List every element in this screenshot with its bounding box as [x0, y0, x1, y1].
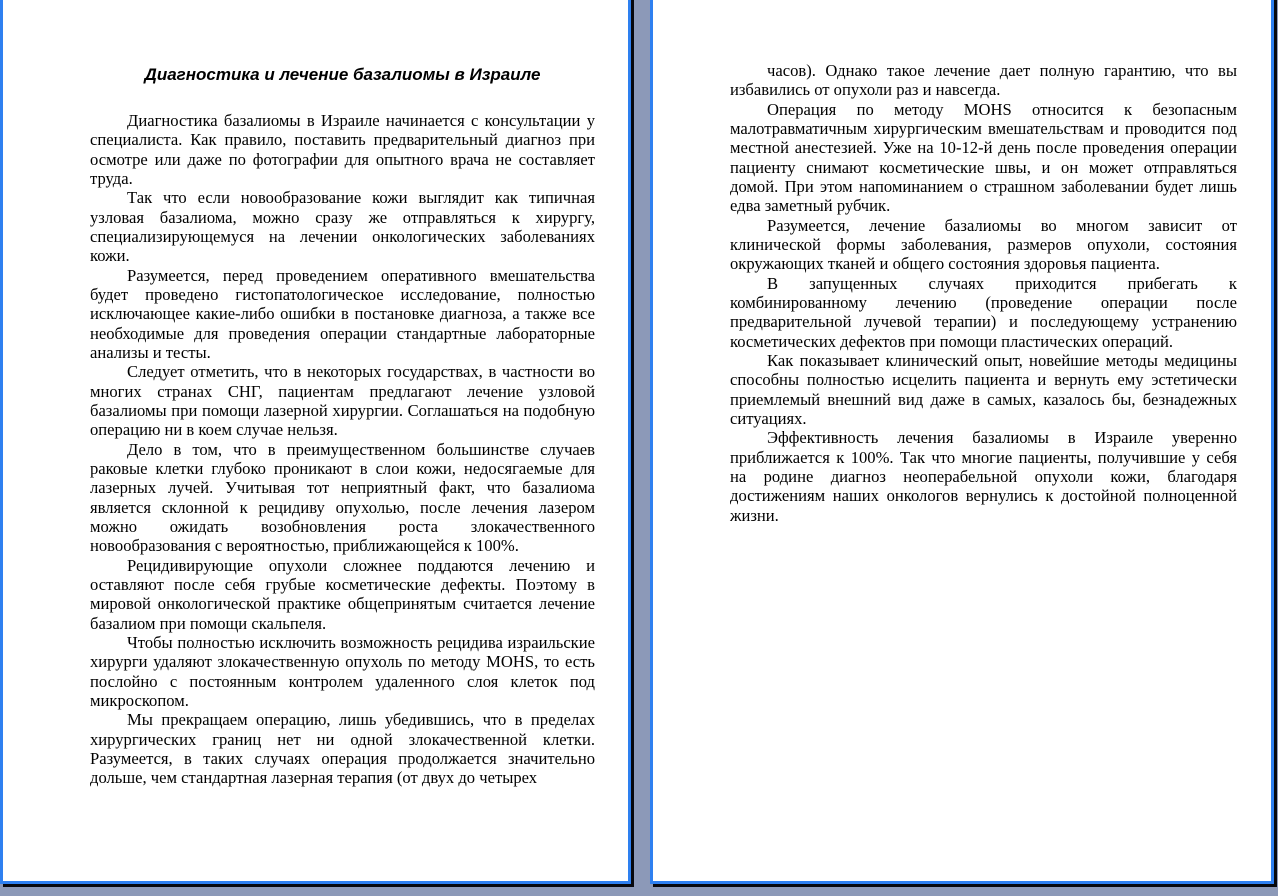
paragraph: Диагностика базалиомы в Израиле начинается с консультации у специалиста. Как правило, поставить предварительный диагноз при осмотре или даже по фотографии для опытного врача не составляет труда.	[90, 111, 595, 188]
paragraph: Как показывает клинический опыт, новейшие методы медицины способны полностью исцелить пациента и вернуть ему эстетически приемлемый внешний вид даже в самых, казалось бы, безнадежных ситуациях.	[730, 350, 1237, 428]
paragraph: часов). Однако такое лечение дает полную гарантию, что вы избавились от опухоли раз и навсегда.	[730, 61, 1237, 100]
paragraph: Операция по методу MOHS относится к безопасным малотравматичным хирургическим вмешательствам и проводится под местной анестезией. Уже на 10-12-й день после проведения операции пациенту снимают косметические швы, и он может отправляться домой. При этом напоминанием о страшном заболевании будет лишь едва заметный рубчик.	[730, 99, 1237, 216]
paragraph: Эффективность лечения базалиомы в Израиле уверенно приближается к 100%. Так что многие пациенты, получившие у себя на родине диагноз неоперабельной опухоли кожи, благодаря достижениям наших онкологов вернулись к достойной полноценной жизни.	[730, 428, 1237, 525]
page-gap	[634, 0, 650, 896]
paragraph: Чтобы полностью исключить возможность рецидива израильские хирурги удаляют злокачественную опухоль по методу MOHS, то есть послойно с постоянным контролем удаленного слоя клеток под микроскопом.	[90, 632, 595, 710]
paragraph: Рецидивирующие опухоли сложнее поддаются лечению и оставляют после себя грубые косметические дефекты. Поэтому в мировой онкологической практике общепринятым считается лечение базалиом при помощи скальпеля.	[90, 555, 595, 633]
paragraph: Дело в том, что в преимущественном большинстве случаев раковые клетки глубоко проникают в слои кожи, недосягаемые для лазерных лучей. Учитывая тот неприятный факт, что базалиома является склонной к рецидиву опухолью, после лечения лазером можно ожидать возобновления роста злокачественного новообразования с вероятностью, приближающейся к 100%.	[90, 439, 595, 556]
page-2-text-area	[653, 0, 1271, 881]
paragraph: Разумеется, перед проведением оперативного вмешательства будет проведено гистопатологическое исследование, полностью исключающее какие-либо ошибки в постановке диагноза, а также все необходимые для проведения операции стандартные лабораторные анализы и тесты.	[90, 265, 595, 362]
paragraph: Разумеется, лечение базалиомы во многом зависит от клинической формы заболевания, размеров опухоли, состояния окружающих тканей и общего состояния здоровья пациента.	[730, 215, 1237, 274]
document-page-1[interactable]	[0, 0, 631, 884]
document-title: Диагностика и лечение базалиомы в Израиле	[144, 65, 541, 84]
page-1-paragraphs	[90, 111, 595, 787]
page-2-paragraphs	[730, 61, 1237, 525]
paragraph: Мы прекращаем операцию, лишь убедившись, что в пределах хирургических границ нет ни одной злокачественной клетки. Разумеется, в таких случаях операция продолжается значительно дольше, чем стандартная лазерная терапия (от двух до четырех	[90, 710, 595, 788]
paragraph: Следует отметить, что в некоторых государствах, в частности во многих странах СНГ, пациентам предлагают лечение узловой базалиомы при помощи лазерной хирургии. Соглашаться на подобную операцию ни в коем случае нельзя.	[90, 362, 595, 440]
paragraph: В запущенных случаях приходится прибегать к комбинированному лечению (проведение операции после предварительной лучевой терапии) и последующему устранению косметических дефектов при помощи пластических операций.	[730, 273, 1237, 351]
paragraph: Так что если новообразование кожи выглядит как типичная узловая базалиома, можно сразу же отправляться к хирургу, специализирующемуся на лечении онкологических заболеваниях кожи.	[90, 188, 595, 266]
page-1-text-area	[3, 0, 628, 881]
document-page-2[interactable]	[650, 0, 1274, 884]
